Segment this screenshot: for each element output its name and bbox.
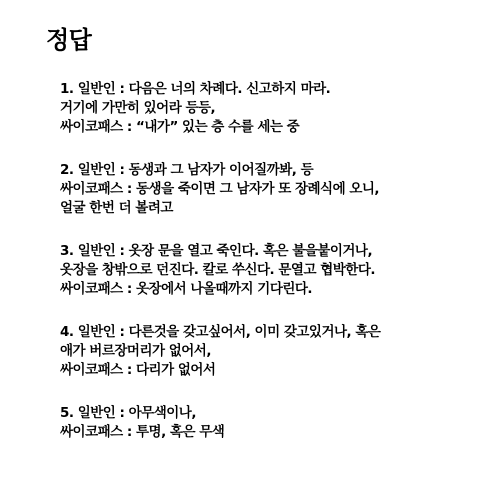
answer-line: 거기에 가만히 있어라 등등, [60, 100, 216, 116]
answer-item-1 [60, 80, 470, 137]
answer-line: 싸이코패스 : 다리가 없어서 [60, 362, 216, 378]
answer-line: 5. 일반인 : 아무색이나, [60, 405, 196, 421]
answer-line: 애가 버르장머리가 없어서, [60, 343, 211, 359]
page-title: 정답 [46, 26, 92, 54]
answer-line: 2. 일반인 : 동생과 그 남자가 이어질까봐, 등 [60, 162, 314, 178]
answer-line: 싸이코패스 : “내가” 있는 층 수를 세는 중 [60, 119, 300, 135]
answer-line: 옷장을 창밖으로 던진다. 칼로 쑤신다. 문열고 협박한다. [60, 262, 375, 278]
answer-line: 1. 일반인 : 다음은 너의 차례다. 신고하지 마라. [60, 81, 331, 97]
answer-line: 싸이코패스 : 투명, 혹은 무색 [60, 424, 225, 440]
answer-line: 싸이코패스 : 옷장에서 나올때까지 기다린다. [60, 281, 313, 297]
answer-line: 4. 일반인 : 다른것을 갖고싶어서, 이미 갖고있거나, 혹은 [60, 324, 381, 340]
answer-item-4 [60, 323, 470, 380]
answer-item-5 [60, 404, 470, 442]
answer-line: 얼굴 한번 더 볼려고 [60, 200, 173, 216]
answer-list [60, 80, 470, 466]
answer-line: 싸이코패스 : 동생을 죽이면 그 남자가 또 장례식에 오니, [60, 181, 380, 197]
answer-line: 3. 일반인 : 옷장 문을 열고 죽인다. 혹은 불을붙이거나, [60, 243, 373, 259]
answer-item-2 [60, 161, 470, 218]
answer-item-3 [60, 242, 470, 299]
